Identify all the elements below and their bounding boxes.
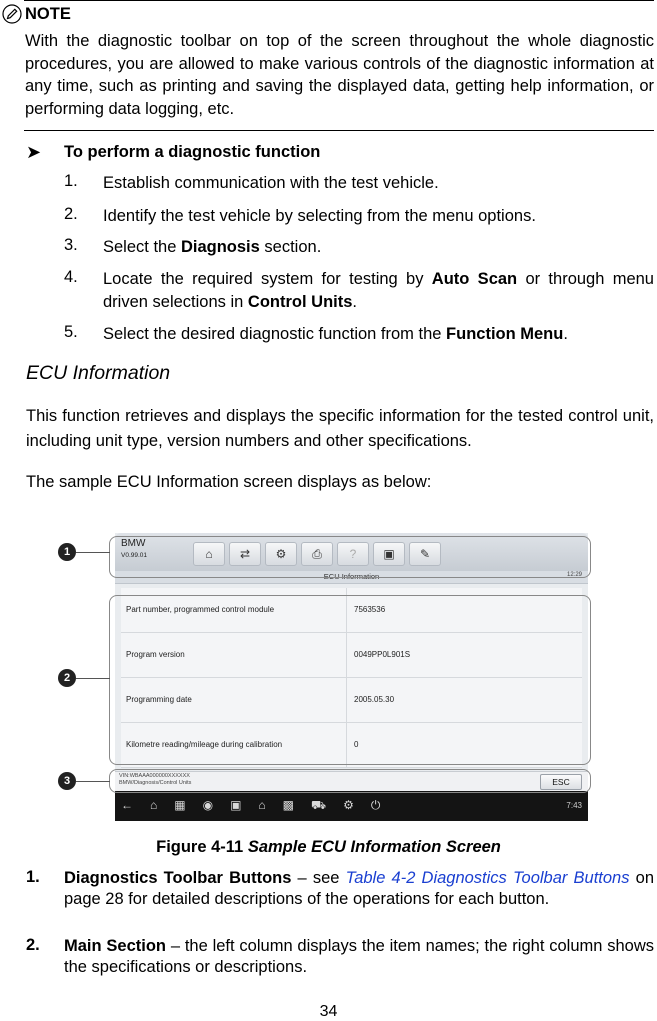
list-number: 2. (26, 936, 40, 954)
callout-line (76, 678, 110, 679)
print-icon[interactable]: ⎙ (301, 542, 333, 566)
step-text: Select the desired diagnostic function from the Function Menu. (103, 325, 568, 343)
callout-line (76, 781, 110, 782)
step-number: 1. (64, 172, 78, 190)
callout-bracket (109, 536, 591, 578)
callout-bracket (109, 595, 591, 765)
step-text: Identify the test vehicle by selecting from the menu options. (103, 207, 536, 225)
home-icon[interactable]: ⌂ (193, 542, 225, 566)
note-top-rule (24, 0, 654, 1)
vin-info: VIN:WBAAA000000XXXXXX BMW/Diagnosis/Control Units (119, 773, 192, 786)
power-icon[interactable]: ⏻ (370, 798, 381, 812)
clock-readout: 7:43 (566, 801, 582, 810)
section-paragraph: The sample ECU Information screen displays as below: (26, 473, 432, 491)
section-heading: ECU Information (26, 362, 171, 384)
item-name: Programming date (126, 695, 192, 704)
step-text: Select the Diagnosis section. (103, 238, 322, 256)
car-icon[interactable]: ⛟ (311, 798, 327, 812)
item-name: Part number, programmed control module (126, 605, 275, 614)
screenshot-icon[interactable]: ▣ (230, 798, 242, 812)
recent-apps-icon[interactable]: ▦ (174, 798, 186, 812)
item-value: 0 (354, 740, 359, 749)
data-logging-icon[interactable]: ✎ (409, 542, 441, 566)
step-number: 2. (64, 205, 78, 223)
list-number: 1. (26, 868, 40, 886)
esc-button[interactable]: ESC (540, 774, 582, 790)
item-name: Program version (126, 650, 185, 659)
callout-bracket (109, 769, 591, 793)
step-number: 4. (64, 268, 78, 286)
item-name: Kilometre reading/mileage during calibration (126, 740, 283, 749)
maxisys-home-icon[interactable]: ⌂ (258, 798, 266, 812)
figure-caption: Figure 4-11 Sample ECU Information Screen (156, 838, 501, 856)
arrow-bullet-icon: ➤ (26, 142, 42, 162)
step-number: 5. (64, 323, 78, 341)
list-item: Main Section – the left column displays the item names; the right column shows the specifications or descriptions. (64, 937, 655, 976)
pencil-icon (2, 4, 22, 24)
status-readout: 12:29 (566, 572, 582, 578)
table-link[interactable]: Table 4-2 Diagnostics Toolbar Buttons (345, 869, 630, 887)
home-icon[interactable]: ⌂ (150, 798, 158, 812)
navigation-buttons (121, 798, 380, 814)
page-number: 34 (319, 1003, 338, 1020)
callout-number: 1 (58, 543, 76, 561)
note-text: With the diagnostic toolbar on top of the screen throughout the whole diagnostic procedures, you are allowed to make various controls of the diagnostic information at any time, such as printing and saving the displayed data, getting help information, or performing data logging, etc. (25, 32, 654, 118)
item-value: 7563536 (354, 605, 386, 614)
back-icon[interactable]: ← (121, 798, 133, 812)
step-text: Locate the required system for testing by Auto Scan or through menu driven selections in Control Units. (103, 270, 654, 311)
callout-line (76, 552, 110, 553)
screen-title: ECU Information (323, 572, 380, 581)
step-number: 3. (64, 236, 78, 254)
note-title: NOTE (25, 5, 71, 23)
browser-icon[interactable]: ◉ (202, 798, 214, 812)
vci-icon[interactable]: ▩ (282, 798, 295, 812)
item-value: 2005.05.30 (354, 695, 395, 704)
section-paragraph: This function retrieves and displays the specific information for the tested control unit, including unit type, version numbers and other specifications. (26, 407, 654, 450)
step-text: Establish communication with the test vehicle. (103, 174, 439, 192)
note-bottom-rule (24, 130, 654, 131)
vehicle-swap-icon[interactable]: ⇄ (229, 542, 261, 566)
vehicle-brand: BMW V0.99.01 (121, 538, 148, 559)
procedure-title: To perform a diagnostic function (64, 143, 321, 161)
callout-number: 2 (58, 669, 76, 687)
save-icon[interactable]: ▣ (373, 542, 405, 566)
help-icon[interactable]: ? (337, 542, 369, 566)
callout-number: 3 (58, 772, 76, 790)
list-item: Diagnostics Toolbar Buttons – see Table 4-2 Diagnostics Toolbar Buttons on page 28 for detailed descriptions of the operations for each button. (64, 869, 654, 908)
settings-icon[interactable]: ⚙ (265, 542, 297, 566)
remote-desk-icon[interactable]: ⚙ (343, 798, 354, 812)
item-value: 0049PP0L901S (354, 650, 411, 659)
